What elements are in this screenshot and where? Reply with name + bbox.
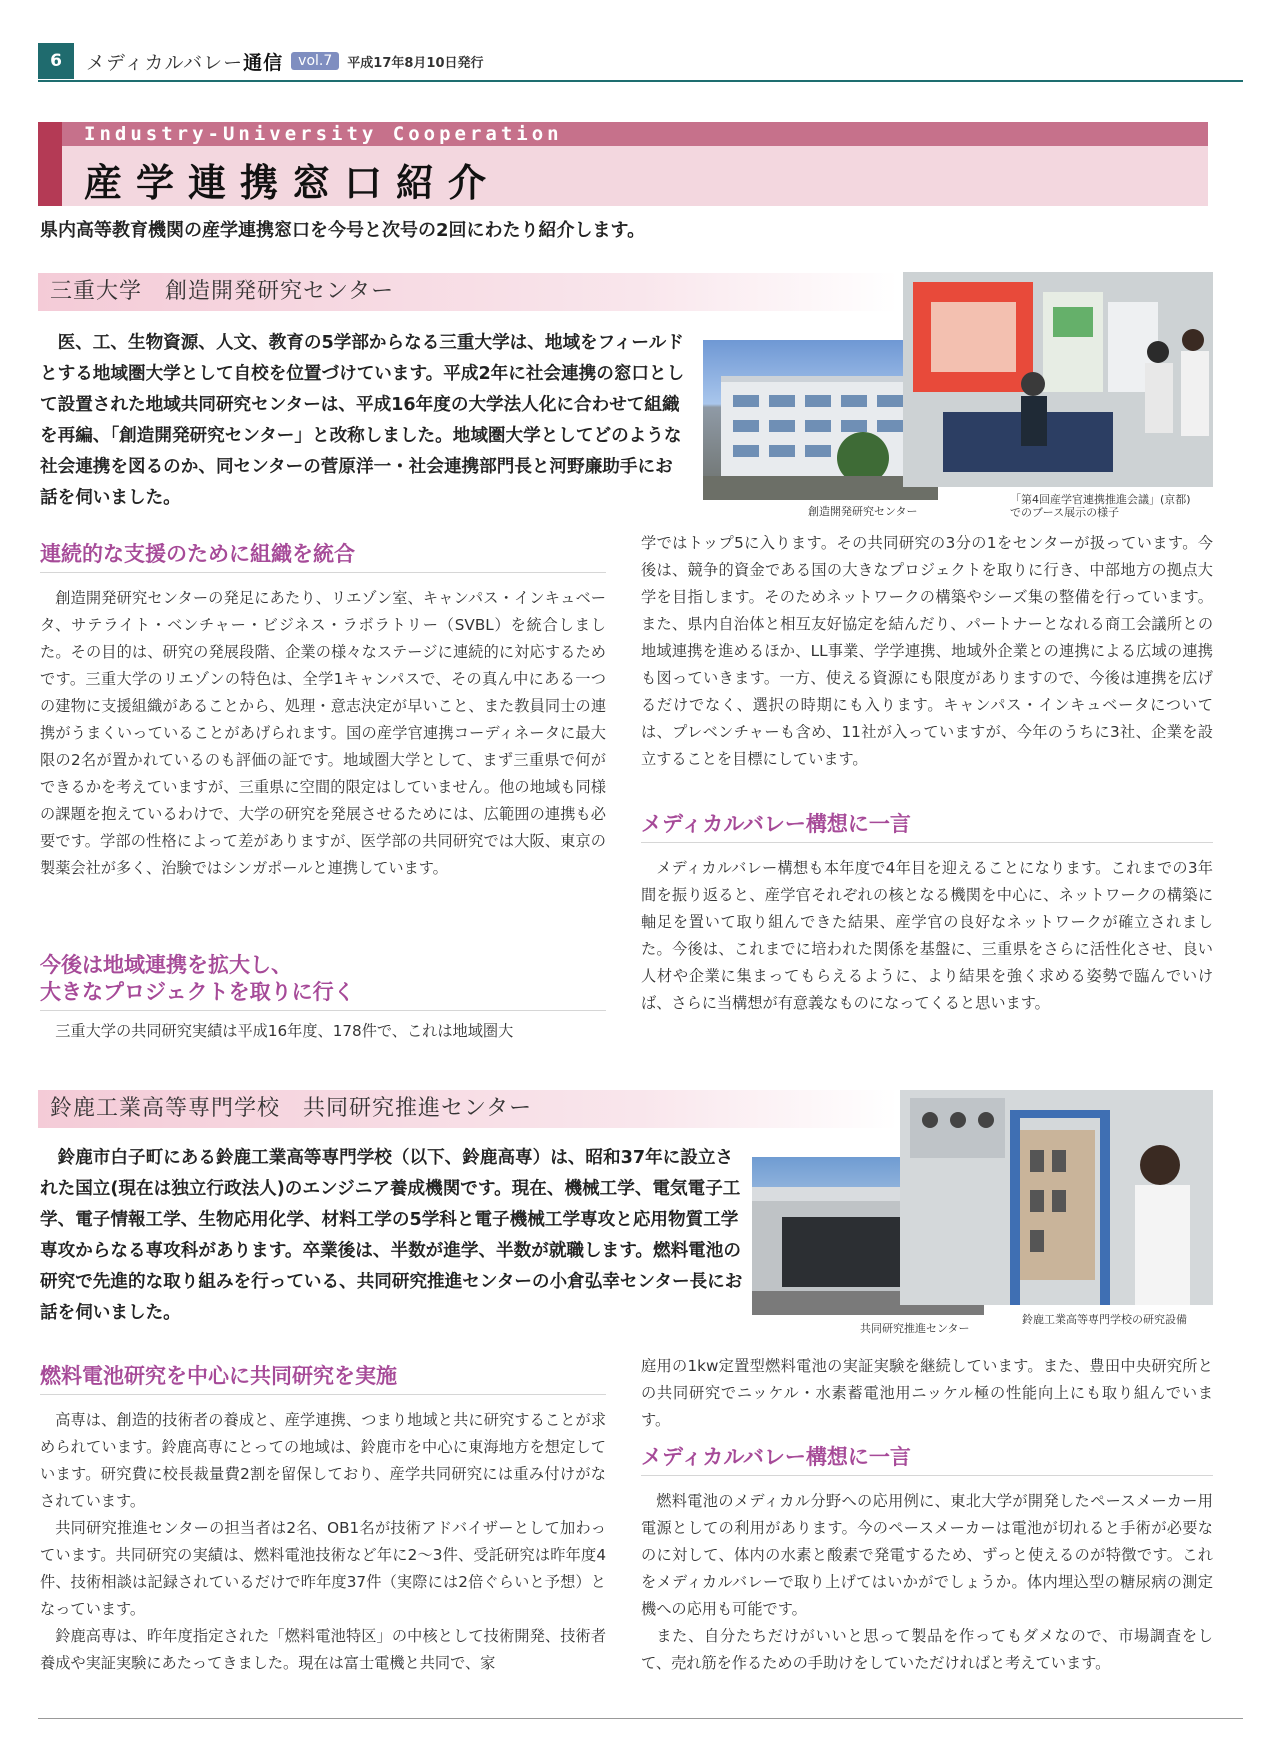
- section1-booth-photo: [903, 272, 1213, 487]
- publication-prefix: メディカルバレー: [86, 51, 244, 74]
- section1-sub2-line2: 大きなプロジェクトを取りに行く: [40, 980, 355, 1004]
- section1-intro: 医、工、生物資源、人文、教育の5学部からなる三重大学は、地域をフィールドとする地域圏大学として自校を位置づけています。平成2年に社会連携の窓口として設置された地域共同研究センターは、平成16年度の大学法人化に合わせて組織を再編、「創造開発研究センター」と改称しました。地域圏大学としてどのような社会連携を図るのか、同センターの菅原洋一・社会連携部門長と河野廉助手にお話を伺いました。: [40, 333, 685, 508]
- section1-right-body: [641, 530, 1213, 773]
- volume-badge: vol.7: [291, 52, 339, 70]
- banner-english-title: Industry-University Cooperation: [62, 122, 1208, 146]
- page-header: [38, 42, 1243, 82]
- section1-photo1-caption: 創造開発研究センター: [808, 505, 918, 518]
- section2-sub2-paragraph1: 燃料電池のメディカル分野への応用例に、東北大学が開発したペースメーカー用電源としての利用があります。今のペースメーカーは電池が切れると手術が必要なのに対して、体内の水素と酸素で発電するため、ずっと使えるのが特徴です。これをメディカルバレーで取り上げてはいかがでしょうか。体内埋込型の糖尿病の測定機への応用も可能です。: [641, 1492, 1213, 1618]
- section2-sub2-body: [641, 1488, 1213, 1677]
- bottom-rule: [38, 1718, 1243, 1719]
- section1-sub1-paragraph: 創造開発研究センターの発足にあたり、リエゾン室、キャンパス・インキュベータ、サテライト・ベンチャー・ビジネス・ラボラトリー（SVBL）を統合しました。その目的は、研究の発展段階、企業の様々なステージに連続的に対応するためです。三重大学のリエゾンの特色は、全学1キャンパスで、その真ん中にある一つの建物に支援組織があることから、処理・意志決定が早いこと、また教員同士の連携がうまくいっていることがあげられます。国の産学官連携コーディネータに最大限の2名が置かれているのも評価の証です。地域圏大学として、まず三重県で何ができるかを考えていますが、三重県に空間的限定はしていません。他の地域も同様の課題を抱えているわけで、大学の研究を発展させるためには、広範囲の連携も必要です。学部の性格によって差がありますが、医学部の共同研究では大阪、東京の製薬会社が多く、治験ではシンガポールと連携しています。: [40, 589, 606, 877]
- banner-accent: [38, 122, 62, 206]
- publication-bold: 通信: [243, 51, 284, 74]
- lab-illustration: [900, 1090, 1213, 1305]
- section2-intro: 鈴鹿市白子町にある鈴鹿工業高等専門学校（以下、鈴鹿高専）は、昭和37年に設立された国立(現在は独立行政法人)のエンジニア養成機関です。現在、機械工学、電気電子工学、電子情報工学、生物応用化学、材料工学の5学科と電子機械工学専攻と応用物質工学専攻からなる専攻科があります。卒業後は、半数が進学、半数が就職します。燃料電池の研究で先進的な取り組みを行っている、共同研究推進センターの小倉弘幸センター長にお話を伺いました。: [40, 1148, 743, 1323]
- section1-photo2-caption1: 「第4回産学官連携推進会議」(京都): [1010, 493, 1191, 506]
- section2-sub1-paragraph2: 共同研究推進センターの担当者は2名、OB1名が技術アドバイザーとして加わっています。共同研究の実績は、燃料電池技術など年に2～3件、受託研究は昨年度4件、技術相談は記録されているだけで昨年度37件（実際には2倍ぐらいと予想）となっています。: [40, 1519, 606, 1618]
- section1-heading: 三重大学 創造開発研究センター: [38, 273, 898, 311]
- lead-text: 県内高等教育機関の産学連携窓口を今号と次号の2回にわたり紹介します。: [40, 220, 646, 241]
- publication-name: [86, 48, 283, 75]
- section2-sub1-paragraph1: 高専は、創造的技術者の養成と、産学連携、つまり地域と共に研究することが求められています。鈴鹿高専にとっての地域は、鈴鹿市を中心に東海地方を想定しています。研究費に校長裁量費2割を留保しており、産学共同研究には重み付けがなされています。: [40, 1411, 606, 1510]
- banner-japanese-title: 産学連携窓口紹介: [84, 161, 501, 205]
- section2-sub1-paragraph3: 鈴鹿高専は、昨年度指定された「燃料電池特区」の中核として技術開発、技術者養成や実証実験にあたってきました。現在は富士電機と共同で、家: [40, 1627, 606, 1672]
- booth-illustration: [903, 272, 1213, 487]
- section2-photo1-caption: 共同研究推進センター: [860, 1322, 970, 1335]
- section2-right-body: [641, 1353, 1213, 1434]
- section1-sub3: メディカルバレー構想に一言: [641, 810, 1213, 843]
- section2-sub1: 燃料電池研究を中心に共同研究を実施: [40, 1362, 606, 1395]
- section1-sub1: 連続的な支援のために組織を統合: [40, 540, 606, 573]
- section1-right-paragraph: 学ではトップ5に入ります。その共同研究の3分の1をセンターが扱っています。今後は、競争的資金である国の大きなプロジェクトを取りに行き、中部地方の拠点大学を目指します。そのためネットワークの構築やシーズ集の整備を行っています。また、県内自治体と相互友好協定を結んだり、パートナーとなれる商工会議所との地域連携を進めるほか、LL事業、学学連携、地域外企業との連携による広域の連携も図っていきます。一方、使える資源にも限度がありますので、今後は連携を広げるだけでなく、選択の時期にも入ります。キャンパス・インキュベータについては、プレベンチャーも含め、11社が入っていますが、今年のうちに3社、企業を設立することを目標にしています。: [641, 534, 1213, 768]
- section2-heading: 鈴鹿工業高等専門学校 共同研究推進センター: [38, 1090, 898, 1128]
- page-number: 6: [38, 43, 74, 79]
- section2-sub2: メディカルバレー構想に一言: [641, 1443, 1213, 1476]
- section2-sub2-paragraph2: また、自分たちだけがいいと思って製品を作ってもダメなので、市場調査をして、売れ筋を作るための手助けをしていただければと考えています。: [641, 1627, 1213, 1672]
- title-banner: [38, 122, 1208, 206]
- section1-photo2-caption2: でのブース展示の様子: [1010, 506, 1120, 519]
- issue-date: 平成17年8月10日発行: [347, 55, 484, 71]
- section2-right-paragraph: 庭用の1kw定置型燃料電池の実証実験を継続しています。また、豊田中央研究所との共同研究でニッケル・水素蓄電池用ニッケル極の性能向上にも取り組んでいます。: [641, 1357, 1213, 1429]
- section2-photo2-caption: 鈴鹿工業高等専門学校の研究設備: [1022, 1313, 1187, 1326]
- section2-sub1-body: [40, 1407, 606, 1677]
- section2-lab-photo: [900, 1090, 1213, 1305]
- section1-sub2-line1: 今後は地域連携を拡大し、: [40, 953, 292, 977]
- section1-sub2: [40, 952, 606, 1011]
- section1-sub3-body: [641, 855, 1213, 1017]
- section1-sub1-body: [40, 585, 606, 882]
- section1-sub2-paragraph: 三重大学の共同研究実績は平成16年度、178件で、これは地域圏大: [55, 1022, 514, 1040]
- section1-sub2-body: [40, 1018, 606, 1045]
- section1-sub3-paragraph: メディカルバレー構想も本年度で4年目を迎えることになります。これまでの3年間を振り返ると、産学官それぞれの核となる機関を中心に、ネットワークの構築に軸足を置いて取り組んできた結果、産学官の良好なネットワークが確立されました。今後は、これまでに培われた関係を基盤に、三重県をさらに活性化させ、良い人材や企業に集まってもらえるように、より結果を強く求める姿勢で臨んでいけば、さらに当構想が有意義なものになってくると思います。: [641, 859, 1214, 1012]
